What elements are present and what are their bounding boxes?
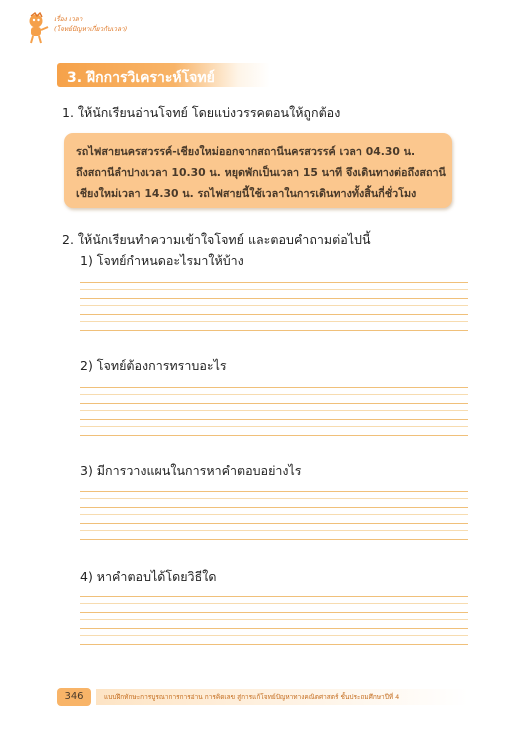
question-2: 2. ให้นักเรียนทำความเข้าใจโจทย์ และตอบคำถามต่อไปนี้ [62, 232, 371, 247]
answer-rule [80, 530, 468, 531]
answer-rule [80, 321, 468, 322]
story-line-2: ถึงสถานีลำปางเวลา 10.30 น. หยุดพักเป็นเวลา 15 นาที จึงเดินทางต่อถึงสถานี [76, 166, 446, 179]
answer-rule [80, 298, 468, 299]
subquestion-4: 4) หาคำตอบได้โดยวิธีใด [80, 569, 217, 584]
story-line-3: เชียงใหม่เวลา 14.30 น. รถไฟสายนี้ใช้เวลาในการเดินทางทั้งสิ้นกี่ชั่วโมง [76, 187, 417, 200]
story-box [64, 133, 452, 208]
answer-rule [80, 507, 468, 508]
answer-rule [80, 644, 468, 645]
subquestion-3: 3) มีการวางแผนในการหาคำตอบอย่างไร [80, 463, 302, 478]
page-number: 346 [64, 691, 84, 702]
answer-rule [80, 628, 468, 629]
answer-rule [80, 435, 468, 436]
answer-rule [80, 419, 468, 420]
section-banner [57, 63, 270, 87]
answer-rule [80, 282, 468, 283]
page-number-badge [57, 688, 91, 706]
mascot-icon [26, 12, 50, 46]
answer-rule [80, 426, 468, 427]
header-topic [54, 14, 127, 34]
answer-rule [80, 491, 468, 492]
section-title: 3. ฝึกการวิเคราะห์โจทย์ [67, 70, 215, 86]
answer-rule [80, 498, 468, 499]
answer-rule [80, 394, 468, 395]
header-line-1: เรื่อง เวลา [54, 15, 83, 23]
answer-rule [80, 603, 468, 604]
answer-rule [80, 619, 468, 620]
answer-rule [80, 514, 468, 515]
answer-rule [80, 635, 468, 636]
answer-rule [80, 314, 468, 315]
book-title: แบบฝึกทักษะการบูรณาการการอ่าน การคิดเลข สู่การแก้โจทย์ปัญหาทางคณิตศาสตร์ ชั้นประถมศึกษาปีที่ 4 [96, 689, 468, 705]
answer-rule [80, 539, 468, 540]
answer-rule [80, 612, 468, 613]
answer-rule [80, 403, 468, 404]
question-1: 1. ให้นักเรียนอ่านโจทย์ โดยแบ่งวรรคตอนให้ถูกต้อง [62, 105, 341, 120]
answer-rule [80, 387, 468, 388]
header-line-2: (โจทย์ปัญหาเกี่ยวกับเวลา) [54, 25, 128, 33]
answer-rule [80, 305, 468, 306]
answer-rule [80, 523, 468, 524]
subquestion-1: 1) โจทย์กำหนดอะไรมาให้บ้าง [80, 253, 244, 268]
story-line-1: รถไฟสายนครสวรรค์-เชียงใหม่ออกจากสถานีนครสวรรค์ เวลา 04.30 น. [76, 145, 416, 158]
subquestion-2: 2) โจทย์ต้องการทราบอะไร [80, 358, 227, 373]
answer-rule [80, 410, 468, 411]
answer-rule [80, 330, 468, 331]
answer-rule [80, 596, 468, 597]
answer-rule [80, 289, 468, 290]
